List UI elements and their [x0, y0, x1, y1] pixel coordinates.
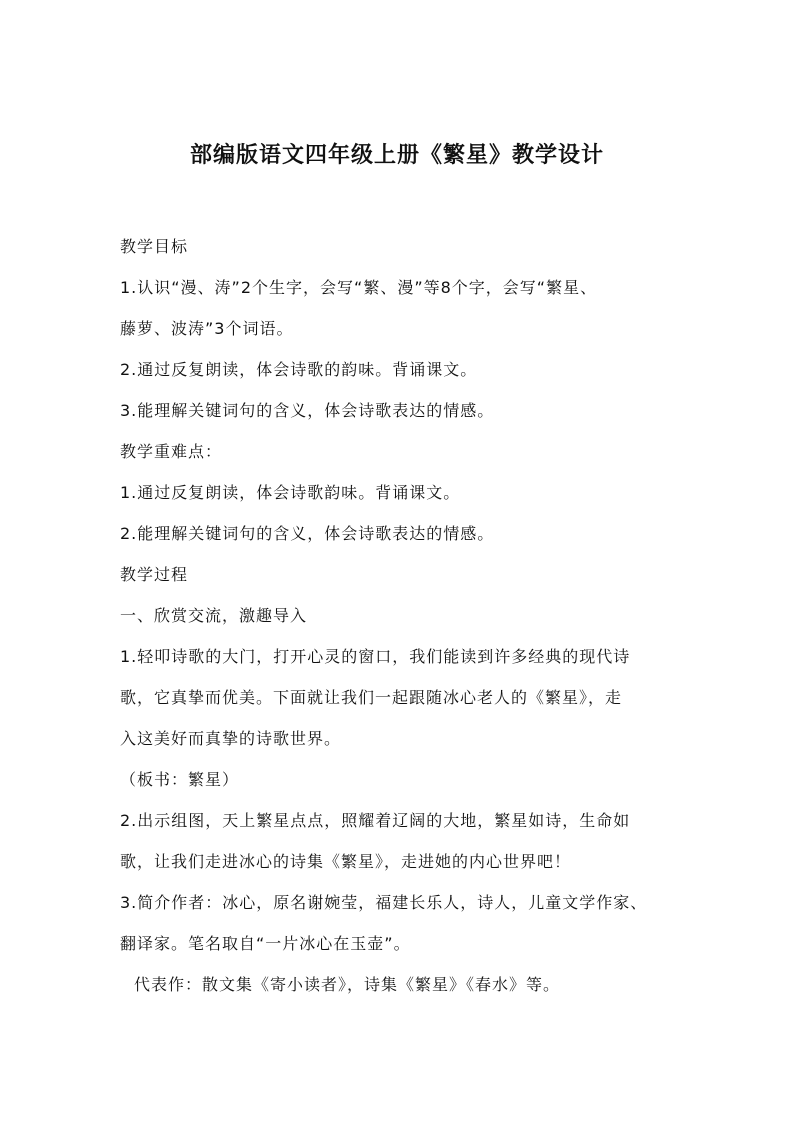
step-2-line-2: 歌，让我们走进冰心的诗集《繁星》，走进她的内心世界吧！ — [120, 852, 572, 871]
step-1-line-1: 1.轻叩诗歌的大门，打开心灵的窗口，我们能读到许多经典的现代诗 — [120, 647, 631, 666]
section-heading-objectives: 教学目标 — [120, 237, 189, 256]
representative-works: 代表作：散文集《寄小读者》，诗集《繁星》《春水》等。 — [134, 975, 561, 994]
step-2-line-1: 2.出示组图，天上繁星点点，照耀着辽阔的大地，繁星如诗，生命如 — [120, 811, 631, 830]
step-1-line-3: 入这美好而真挚的诗歌世界。 — [120, 729, 342, 748]
document-body — [120, 226, 680, 1005]
document-title: 部编版语文四年级上册《繁星》教学设计 — [189, 142, 604, 168]
section-heading-process: 教学过程 — [120, 565, 189, 584]
process-step-heading: 一、欣赏交流，激趣导入 — [120, 606, 308, 625]
step-3-line-2: 翻译家。笔名取自“一片冰心在玉壶”。 — [120, 934, 411, 953]
board-note: （板书：繁星） — [120, 770, 240, 789]
objective-1-line-2: 藤萝、波涛”3个词语。 — [120, 319, 294, 338]
objective-2: 2.通过反复朗读，体会诗歌的韵味。背诵课文。 — [120, 360, 478, 379]
step-1-line-2: 歌，它真挚而优美。下面就让我们一起跟随冰心老人的《繁星》，走 — [120, 688, 623, 707]
objective-1-line-1: 1.认识“漫、涛”2个生字，会写“繁、漫”等8个字，会写“繁星、 — [120, 278, 598, 297]
key-point-2: 2.能理解关键词句的含义，体会诗歌表达的情感。 — [120, 524, 495, 543]
section-heading-key-points: 教学重难点： — [120, 442, 223, 461]
key-point-1: 1.通过反复朗读，体会诗歌韵味。背诵课文。 — [120, 483, 461, 502]
step-3-line-1: 3.简介作者：冰心，原名谢婉莹，福建长乐人，诗人，儿童文学作家、 — [120, 893, 648, 912]
objective-3: 3.能理解关键词句的含义，体会诗歌表达的情感。 — [120, 401, 495, 420]
